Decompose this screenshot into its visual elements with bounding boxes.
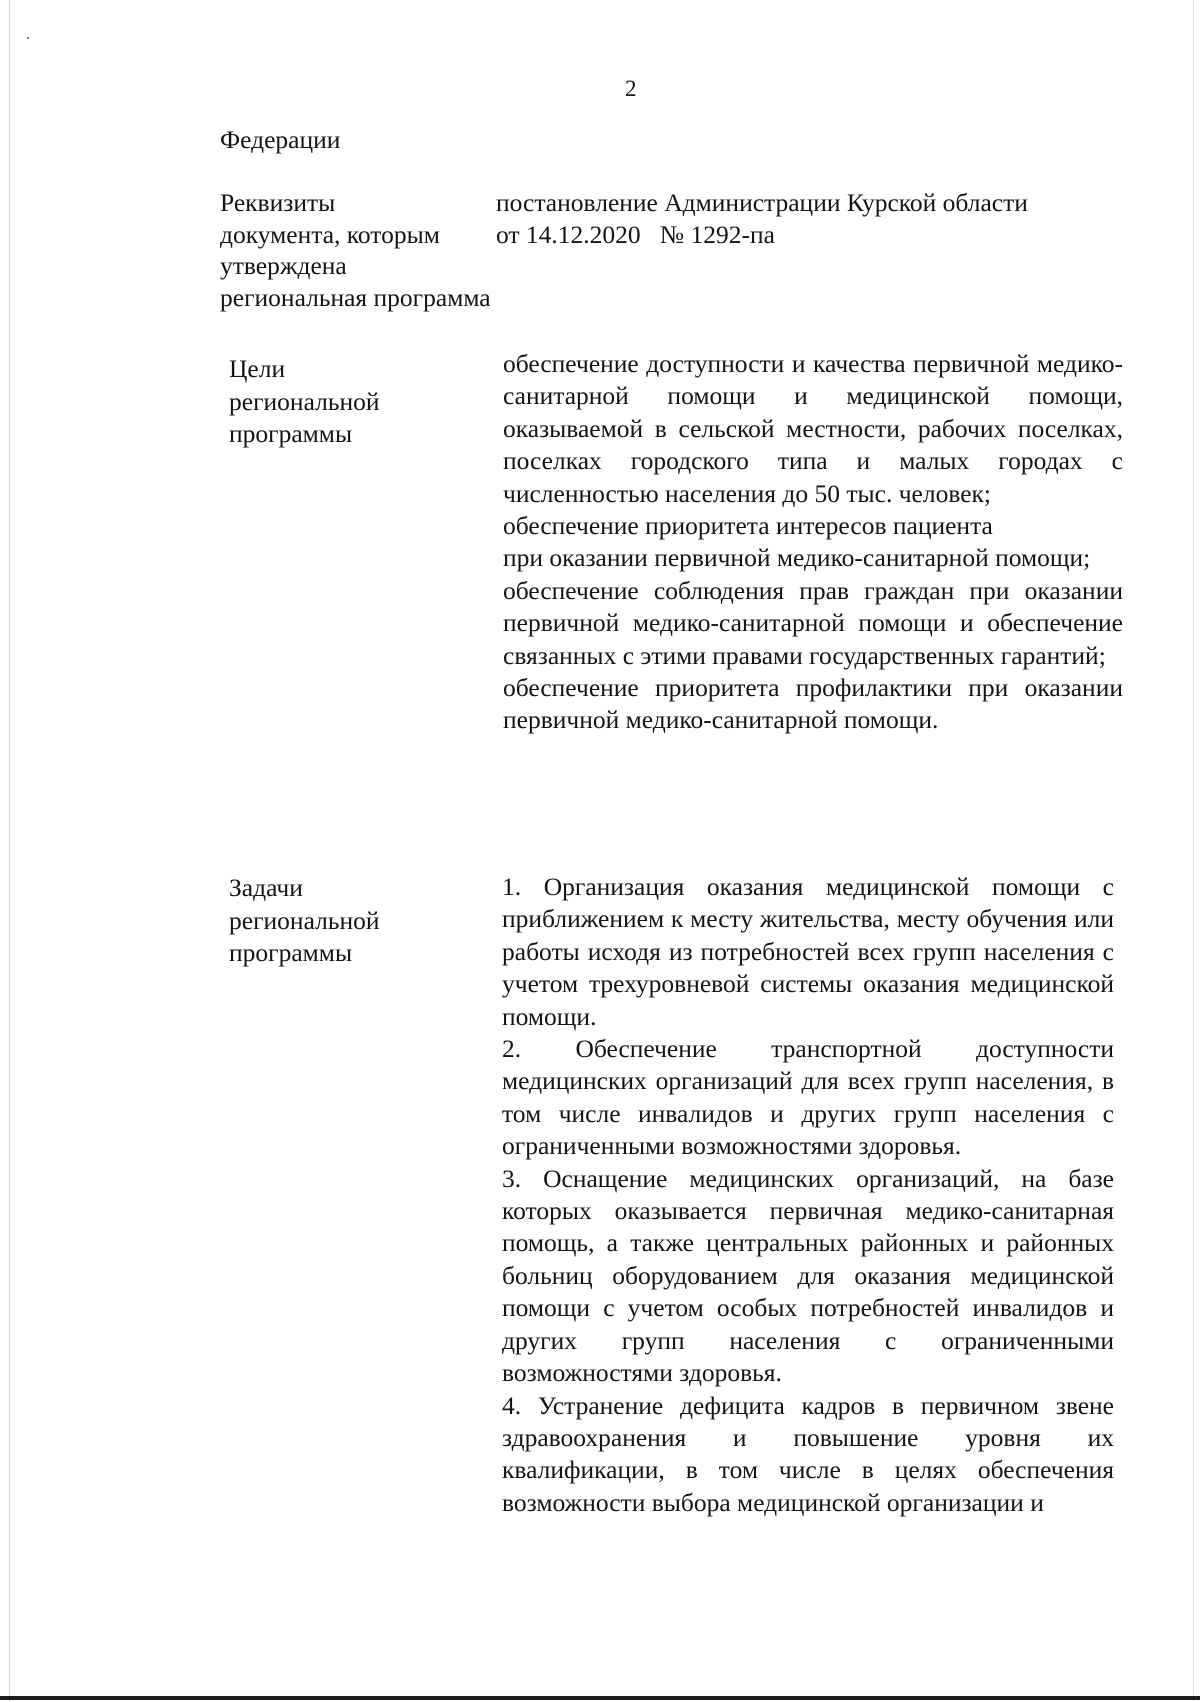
tasks-paragraph: 2. Обеспечение транспортной доступности медицинских организаций для всех групп населения, в том числе инвалидов и других групп населения с ограниченными возможностями здоровья. [502,1034,1114,1161]
goals-value [503,348,1123,737]
tasks-paragraph: 1. Организация оказания медицинской помощи с приближением к месту жительства, месту обучения или работы исходя из потребностей всех групп населения с учетом трехуровневой системы оказания медицинской помощи. [502,872,1114,1031]
tasks-label-line: программы [229,938,353,967]
goals-paragraph: обеспечение приоритета профилактики при оказании первичной медико-санитарной помощи. [503,673,1123,735]
tasks-label-line: Задачи [229,873,303,902]
requisites-label-line: документа, которым [220,219,440,249]
tasks-value [502,871,1114,1519]
tasks-label [229,872,380,970]
goals-paragraph: обеспечение приоритета интересов пациента [503,511,993,541]
requisites-label-line: утверждена [220,251,347,280]
requisites-label-line: Реквизиты [220,188,336,217]
tasks-paragraph: 4. Устранение дефицита кадров в первичном звене здравоохранения и повышение уровня их квалификации, в том числе в целях обеспечения возможности выбора медицинской организации и [502,1390,1114,1517]
requisites-value-line: от 14.12.2020 № 1292-па [496,219,775,249]
tasks-paragraph: 3. Оснащение медицинских организаций, на базе которых оказывается первичная медико-санитарная помощь, а также центральных районных и районных больниц оборудованием для оказания медицинской помощи с учетом особых потребностей инвалидов и других групп населения с ограниченными возможностями здоровья. [502,1163,1114,1388]
goals-paragraph: при оказании первичной медико-санитарной помощи; [503,543,1091,573]
goals-label [229,353,380,451]
scan-edge-right [1193,0,1194,1702]
goals-label-line: Цели [229,354,286,383]
continuation-text: Федерации [220,125,341,154]
tasks-label-line: региональной [229,905,380,935]
scan-edge-left [9,0,10,1702]
page-number: 2 [625,76,637,101]
goals-paragraph: обеспечение доступности и качества первичной медико-санитарной помощи и медицинской помощи, оказываемой в сельской местности, рабочих поселках, поселках городского типа и малых городах с численностью населения до 50 тыс. человек; [503,349,1123,508]
scan-speck [27,37,29,39]
requisites-label [220,187,491,313]
scan-edge-bottom [0,1696,1200,1700]
requisites-value-line: постановление Администрации Курской области [496,188,1028,217]
goals-label-line: программы [229,419,353,448]
requisites-label-line: региональная программа [220,282,491,312]
requisites-value [496,187,1096,250]
goals-label-line: региональной [229,386,380,416]
goals-paragraph: обеспечение соблюдения прав граждан при оказании первичной медико-санитарной помощи и обеспечение связанных с этими правами государственных гарантий; [503,575,1123,670]
